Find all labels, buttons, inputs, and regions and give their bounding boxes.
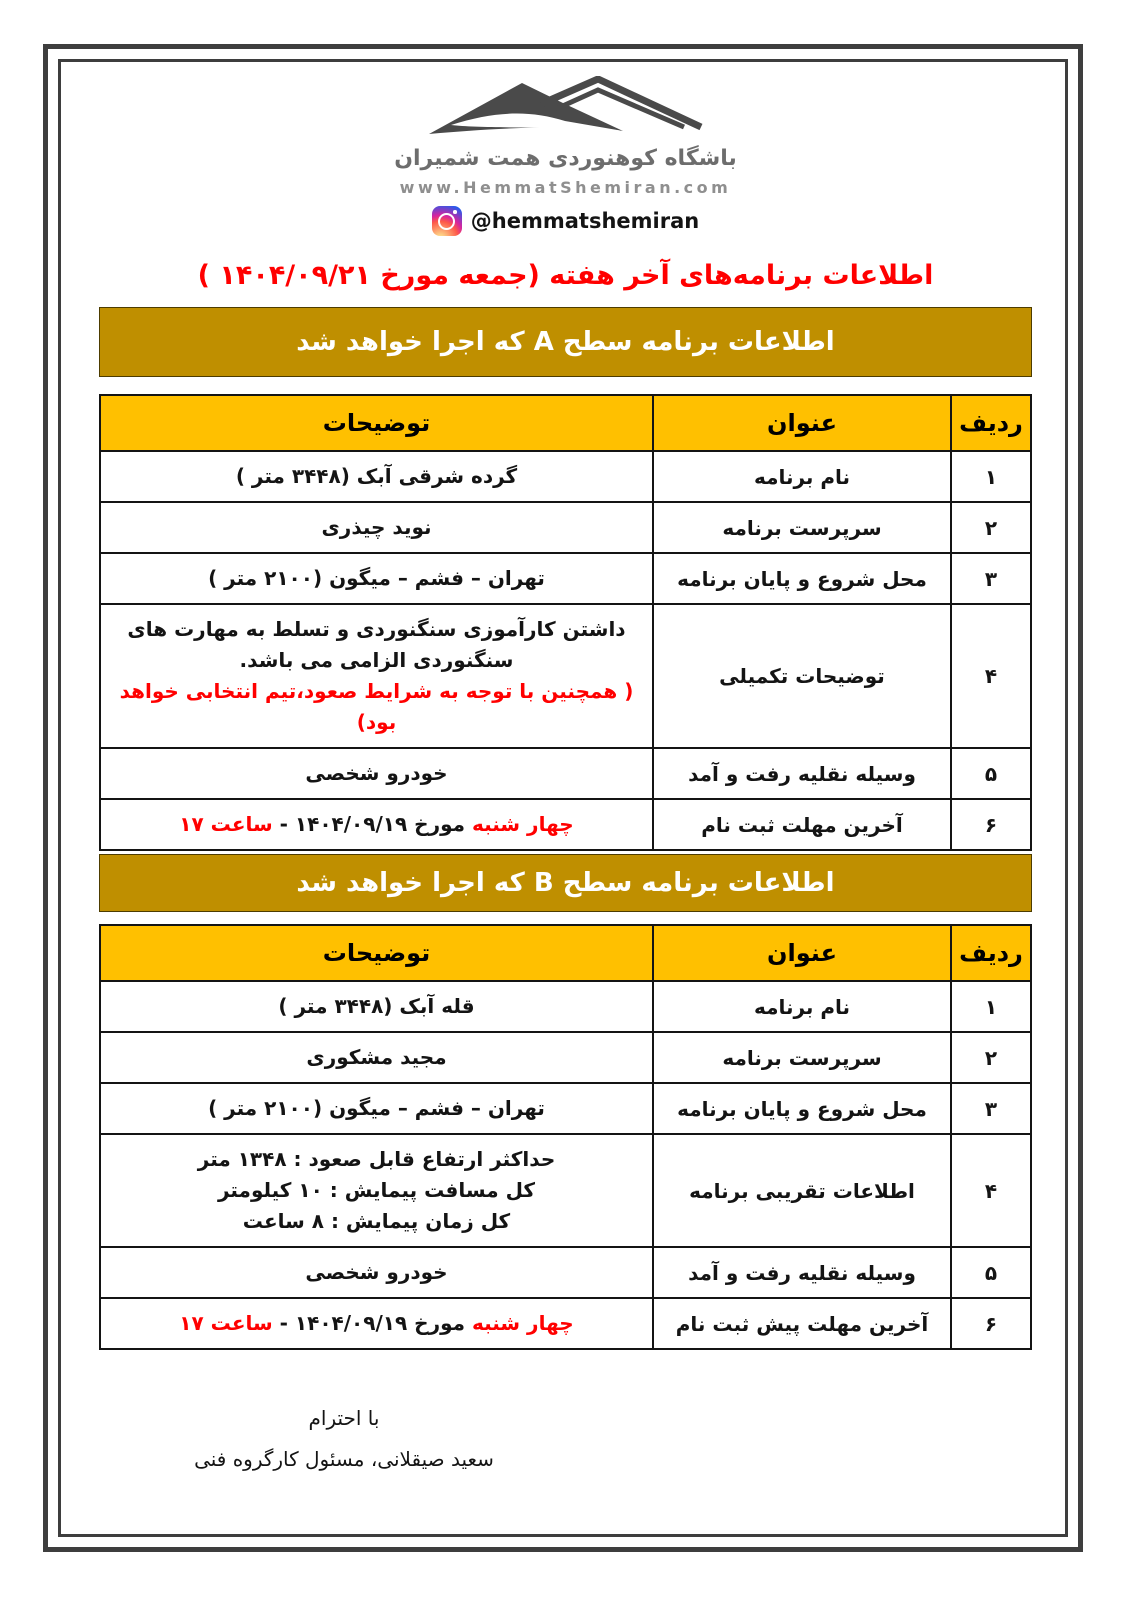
row-number-cell: ۱ [951,981,1031,1032]
instagram-handle: @hemmatshemiran [470,209,700,233]
description-line [109,461,644,492]
respect-line: با احترام [308,1406,380,1430]
description-line [109,645,644,676]
signature-block [129,1406,559,1471]
header-row [100,395,1031,451]
row-number-cell: ۳ [951,1083,1031,1134]
column-header-num: ردیف [951,395,1031,451]
description-segment: خودرو شخصی [305,1260,448,1284]
row-number-cell: ۴ [951,1134,1031,1247]
table-row [100,451,1031,502]
description-segment: مجید مشکوری [306,1045,447,1069]
description-line [109,1175,644,1206]
row-title-cell: سرپرست برنامه [653,1032,951,1083]
row-title-cell: وسیله نقلیه رفت و آمد [653,1247,951,1298]
description-segment: ساعت ۱۷ [179,1311,273,1335]
description-segment: قله آبک (۳۴۴۸ متر ) [278,994,475,1018]
description-line [109,1042,644,1073]
row-description-cell [100,1032,653,1083]
description-segment: ساعت ۱۷ [179,812,273,836]
table-row [100,1083,1031,1134]
row-description-cell [100,748,653,799]
website-url: www.HemmatShemiran.com [399,178,732,197]
description-segment: چهار شنبه [471,812,574,836]
description-segment: تهران – فشم – میگون (۲۱۰۰ متر ) [208,1096,545,1120]
table-row [100,502,1031,553]
description-segment: خودرو شخصی [305,761,448,785]
row-number-cell: ۲ [951,502,1031,553]
description-segment: ( همچنین با توجه به شرایط صعود،تیم انتخابی خواهد بود) [119,679,634,734]
description-line [109,563,644,594]
row-description-cell [100,604,653,748]
header-row [100,925,1031,981]
row-title-cell: سرپرست برنامه [653,502,951,553]
description-segment: مورخ ۱۴۰۴/۰۹/۱۹ - [272,812,472,836]
row-title-cell: محل شروع و پایان برنامه [653,553,951,604]
column-header-num: ردیف [951,925,1031,981]
row-description-cell [100,553,653,604]
row-title-cell: آخرین مهلت پیش ثبت نام [653,1298,951,1349]
row-description-cell [100,1298,653,1349]
description-line [109,676,644,738]
description-line [109,1308,644,1339]
description-segment: نوید چیذری [321,515,432,539]
row-title-cell: آخرین مهلت ثبت نام [653,799,951,850]
mountain-logo-icon [425,76,707,140]
row-number-cell: ۵ [951,748,1031,799]
description-line [109,1257,644,1288]
description-segment: داشتن کارآموزی سنگنوردی و تسلط به مهارت های [127,617,626,641]
column-header-desc: توضیحات [100,395,653,451]
table-row [100,981,1031,1032]
program-table-level-a [99,394,1032,851]
description-line [109,758,644,789]
instagram-icon [432,206,462,236]
page-content [99,70,1032,1471]
table-row [100,1247,1031,1298]
description-segment: کل مسافت پیمایش : ۱۰ کیلومتر [217,1178,536,1202]
row-description-cell [100,1247,653,1298]
row-number-cell: ۶ [951,799,1031,850]
table-row [100,604,1031,748]
row-number-cell: ۲ [951,1032,1031,1083]
table-row [100,1032,1031,1083]
row-description-cell [100,981,653,1032]
description-line [109,1144,644,1175]
club-header [99,76,1032,236]
description-segment: کل زمان پیمایش : ۸ ساعت [242,1209,511,1233]
table-row [100,1298,1031,1349]
row-number-cell: ۶ [951,1298,1031,1349]
row-number-cell: ۵ [951,1247,1031,1298]
column-header-title: عنوان [653,395,951,451]
table-row [100,1134,1031,1247]
description-segment: حداکثر ارتفاع قابل صعود : ۱۳۴۸ متر [197,1147,556,1171]
section-banner-level-a: اطلاعات برنامه سطح A که اجرا خواهد شد [99,307,1032,377]
instagram-row [99,206,1032,236]
row-description-cell [100,1134,653,1247]
row-title-cell: نام برنامه [653,981,951,1032]
description-line [109,1093,644,1124]
program-table-level-b [99,924,1032,1350]
description-line [109,1206,644,1237]
row-title-cell: توضیحات تکمیلی [653,604,951,748]
column-header-title: عنوان [653,925,951,981]
table-row [100,748,1031,799]
row-number-cell: ۱ [951,451,1031,502]
row-description-cell [100,502,653,553]
description-segment: چهار شنبه [471,1311,574,1335]
row-description-cell [100,1083,653,1134]
row-number-cell: ۴ [951,604,1031,748]
signature-line: سعید صیقلانی، مسئول کارگروه فنی [194,1447,494,1471]
description-line [109,991,644,1022]
row-title-cell: محل شروع و پایان برنامه [653,1083,951,1134]
page-title: اطلاعات برنامه‌های آخر هفته (جمعه مورخ ۱۴۰۴/۰۹/۲۱ ) [197,260,934,291]
table-row [100,799,1031,850]
column-header-desc: توضیحات [100,925,653,981]
row-title-cell: اطلاعات تقریبی برنامه [653,1134,951,1247]
description-segment: تهران – فشم – میگون (۲۱۰۰ متر ) [208,566,545,590]
row-title-cell: نام برنامه [653,451,951,502]
description-line [109,512,644,543]
section-banner-level-b: اطلاعات برنامه سطح B که اجرا خواهد شد [99,854,1032,912]
row-description-cell [100,451,653,502]
row-description-cell [100,799,653,850]
row-number-cell: ۳ [951,553,1031,604]
club-name: باشگاه کوهنوردی همت شمیران [394,146,737,171]
description-segment: گرده شرقی آبک (۳۴۴۸ متر ) [235,464,518,488]
description-line [109,809,644,840]
description-segment: مورخ ۱۴۰۴/۰۹/۱۹ - [272,1311,472,1335]
description-line [109,614,644,645]
description-segment: سنگنوردی الزامی می باشد. [239,648,514,672]
row-title-cell: وسیله نقلیه رفت و آمد [653,748,951,799]
table-row [100,553,1031,604]
